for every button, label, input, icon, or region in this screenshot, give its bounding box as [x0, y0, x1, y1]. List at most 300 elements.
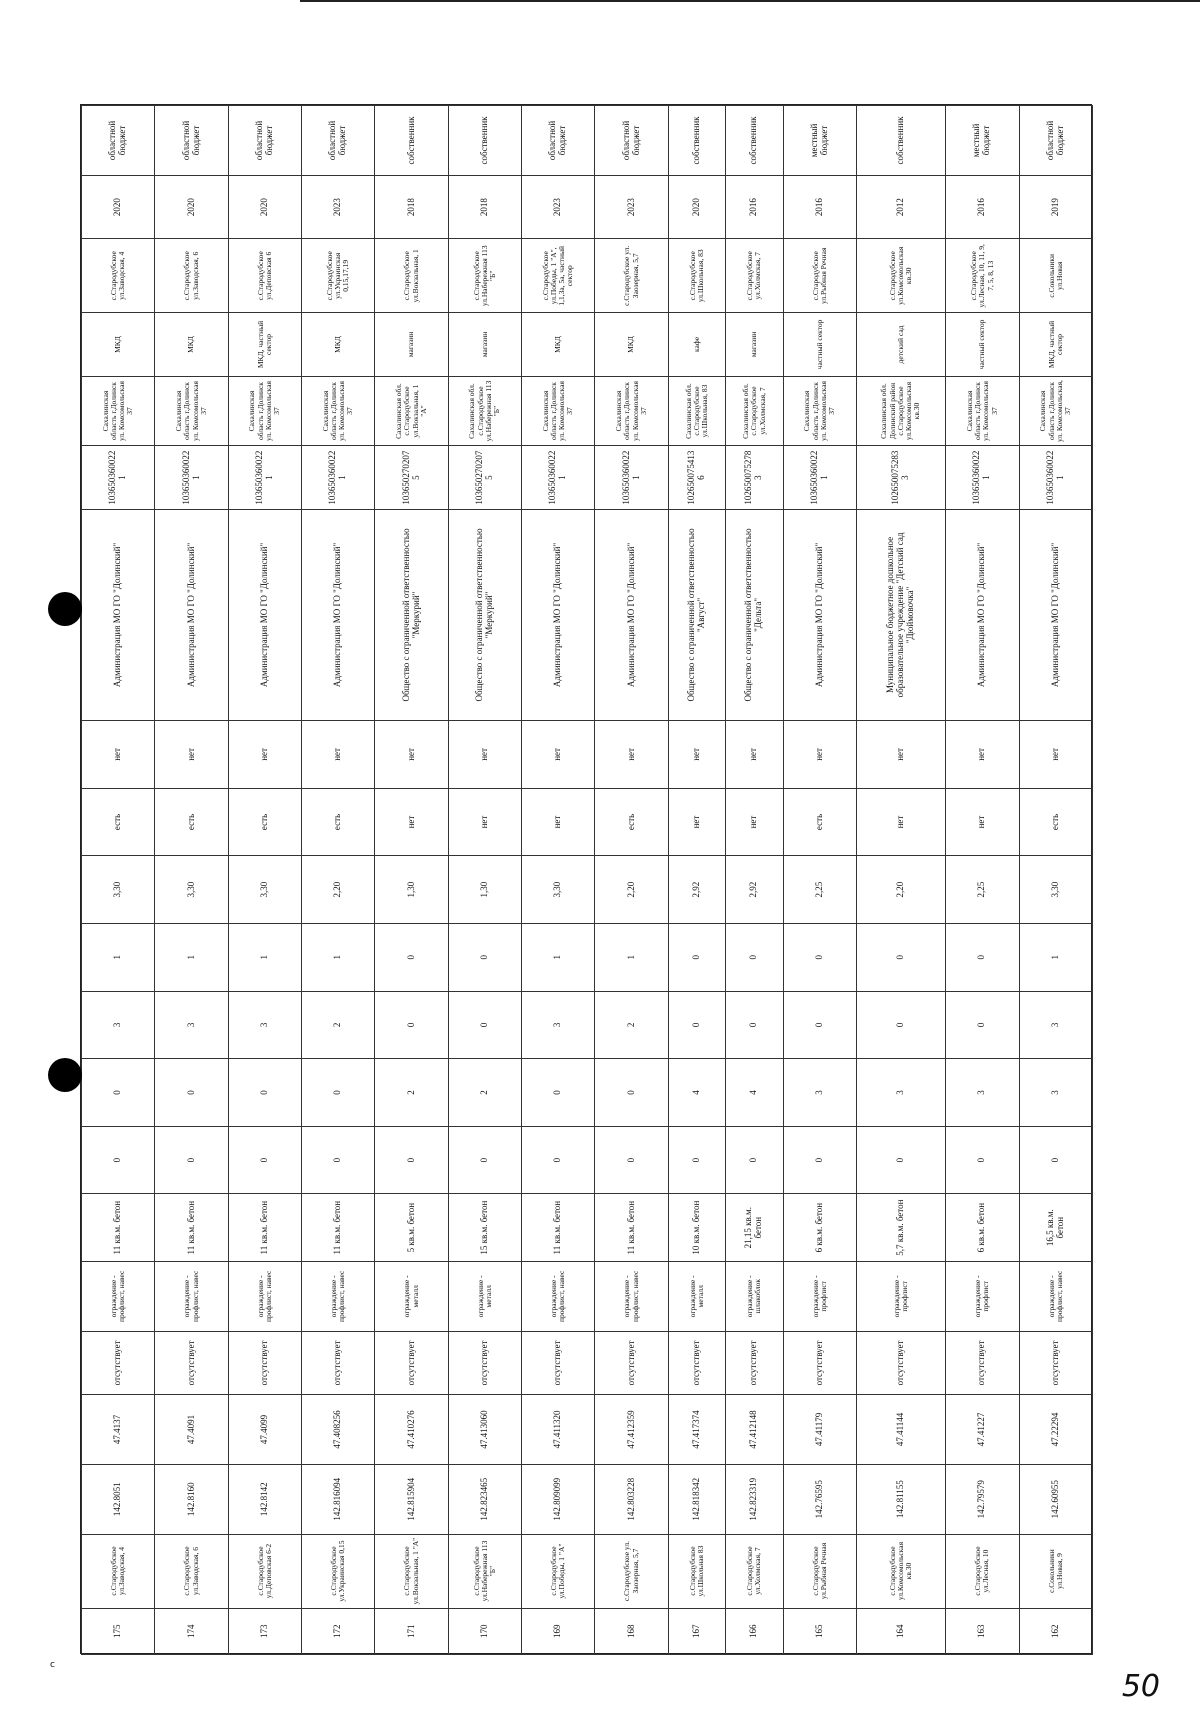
- cell-c3: 3: [155, 991, 228, 1059]
- cell-addr: с.Стародубское ул.Школьная 83: [668, 1534, 725, 1608]
- cell-addr: с.Стародубское ул.Победы, 1 "А": [522, 1534, 595, 1608]
- cell-year: 2016: [946, 175, 1019, 238]
- cell-cover: отсутствует: [228, 1331, 301, 1394]
- cell-budget: собственник: [448, 106, 521, 176]
- cell-lon: 142.8160: [155, 1464, 228, 1534]
- cell-c1: 0: [82, 1126, 155, 1194]
- cell-fence: ограждение - профлист: [783, 1261, 856, 1331]
- table-row: [946, 106, 1019, 1655]
- cell-num: 169: [522, 1608, 595, 1654]
- cell-cover: отсутствует: [946, 1331, 1019, 1394]
- table-row: [783, 106, 856, 1655]
- cell-owner: Общество с ограниченной ответственностью "Меркурий": [375, 509, 448, 720]
- cell-addr: с.Стародубское ул.Заводская, 6: [155, 1534, 228, 1608]
- cell-p2: нет: [448, 721, 521, 789]
- cell-c3: 0: [783, 991, 856, 1059]
- cell-lat: 47.410276: [375, 1395, 448, 1465]
- cell-area: 6 кв.м. бетон: [783, 1194, 856, 1262]
- cell-budget: собственник: [375, 106, 448, 176]
- cell-owner_addr: Сахалинская область г.Долинск ул. Комсомольская 37: [228, 376, 301, 446]
- cell-owner_addr: Сахалинская область г.Долинск ул. Комсомольская 37: [522, 376, 595, 446]
- cell-cover: отсутствует: [302, 1331, 375, 1394]
- cell-owner: Администрация МО ГО "Долинский": [783, 509, 856, 720]
- cell-vol: 2,92: [726, 856, 783, 924]
- cell-year: 2023: [302, 175, 375, 238]
- cell-lat: 47.412359: [595, 1395, 668, 1465]
- punch-hole-mark: [48, 1058, 82, 1092]
- cell-owner: Администрация МО ГО "Долинский": [1019, 509, 1092, 720]
- cell-p2: нет: [595, 721, 668, 789]
- cell-lat: 47.41227: [946, 1395, 1019, 1465]
- cell-year: 2018: [448, 175, 521, 238]
- cell-area: 5 кв.м. бетон: [375, 1194, 448, 1262]
- cell-fence: ограждение - профлист: [946, 1261, 1019, 1331]
- cell-inn: 1036503600221: [946, 446, 1019, 509]
- cell-vol: 2,25: [783, 856, 856, 924]
- cell-c2: 3: [856, 1059, 945, 1127]
- cell-vol: 1,30: [375, 856, 448, 924]
- cell-source: МКД: [595, 313, 668, 376]
- cell-p2: нет: [522, 721, 595, 789]
- cell-c2: 4: [726, 1059, 783, 1127]
- cell-c4: 1: [302, 923, 375, 991]
- cell-owner_addr: Сахалинская обл. с.Стародубское ул.Набережная 113 "Б": [448, 376, 521, 446]
- cell-source: детский сад: [856, 313, 945, 376]
- cell-source: МКД: [522, 313, 595, 376]
- cell-lon: 142.816094: [302, 1464, 375, 1534]
- cell-owner: Общество с ограниченной ответственностью "Дельта": [726, 509, 783, 720]
- cell-lat: 47.22294: [1019, 1395, 1092, 1465]
- cell-serve_addr: с.Стародубское ул.Комсомольская кв.30: [856, 239, 945, 313]
- table-row: [595, 106, 668, 1655]
- cell-addr: с.Стародубское ул.Рыбная Речная: [783, 1534, 856, 1608]
- cell-c1: 0: [668, 1126, 725, 1194]
- table-row: [302, 106, 375, 1655]
- cell-num: 162: [1019, 1608, 1092, 1654]
- cell-fence: ограждение - профлист: [856, 1261, 945, 1331]
- cell-fence: ограждение - металл: [668, 1261, 725, 1331]
- cell-c2: 2: [375, 1059, 448, 1127]
- cell-p1: нет: [448, 788, 521, 856]
- cell-fence: ограждение - металл: [448, 1261, 521, 1331]
- cell-source: магазин: [726, 313, 783, 376]
- cell-fence: ограждение - профлист, навес: [82, 1261, 155, 1331]
- cell-vol: 1,30: [448, 856, 521, 924]
- cell-year: 2012: [856, 175, 945, 238]
- cell-c1: 0: [522, 1126, 595, 1194]
- cell-num: 167: [668, 1608, 725, 1654]
- cell-lon: 142.81155: [856, 1464, 945, 1534]
- cell-c3: 0: [856, 991, 945, 1059]
- cell-c1: 0: [302, 1126, 375, 1194]
- cell-c1: 0: [1019, 1126, 1092, 1194]
- cell-c1: 0: [375, 1126, 448, 1194]
- cell-c2: 0: [595, 1059, 668, 1127]
- cell-year: 2020: [228, 175, 301, 238]
- cell-budget: местный бюджет: [783, 106, 856, 176]
- table-row: [726, 106, 783, 1655]
- cell-num: 163: [946, 1608, 1019, 1654]
- cell-c1: 0: [595, 1126, 668, 1194]
- waste-site-registry-table: [81, 105, 1093, 1655]
- cell-c2: 4: [668, 1059, 725, 1127]
- cell-addr: с.Стародубское ул.Вокзальная, 1 "А": [375, 1534, 448, 1608]
- cell-fence: ограждение - шлакоблок: [726, 1261, 783, 1331]
- cell-lon: 142.60955: [1019, 1464, 1092, 1534]
- cell-area: 11 кв.м. бетон: [228, 1194, 301, 1262]
- cell-p2: нет: [668, 721, 725, 789]
- cell-lon: 142.823465: [448, 1464, 521, 1534]
- cell-area: 21,15 кв.м. бетон: [726, 1194, 783, 1262]
- cell-c4: 0: [856, 923, 945, 991]
- cell-p1: нет: [375, 788, 448, 856]
- cell-inn: 1036503600221: [82, 446, 155, 509]
- cell-c4: 1: [522, 923, 595, 991]
- cell-fence: ограждение - профлист, навес: [228, 1261, 301, 1331]
- cell-serve_addr: с.Стародубское ул.Вокзальная, 1: [375, 239, 448, 313]
- registry-table-frame: [80, 104, 1092, 1654]
- cell-num: 165: [783, 1608, 856, 1654]
- cell-vol: 3,30: [82, 856, 155, 924]
- cell-budget: собственник: [856, 106, 945, 176]
- cell-num: 175: [82, 1608, 155, 1654]
- cell-c4: 0: [726, 923, 783, 991]
- cell-vol: 2,20: [595, 856, 668, 924]
- cell-budget: областной бюджет: [82, 106, 155, 176]
- cell-addr: с.Стародубское ул.Комсомольская кв.30: [856, 1534, 945, 1608]
- cell-lon: 142.8142: [228, 1464, 301, 1534]
- cell-budget: собственник: [668, 106, 725, 176]
- table-row: [375, 106, 448, 1655]
- cell-serve_addr: с.Сокольники ул.Новая: [1019, 239, 1092, 313]
- cell-c3: 3: [522, 991, 595, 1059]
- cell-p2: нет: [302, 721, 375, 789]
- cell-owner: Муниципальное бюджетное дошкольное образовательное учреждение "Детский сад "Дюймовочка": [856, 509, 945, 720]
- cell-c3: 0: [726, 991, 783, 1059]
- cell-owner: Администрация МО ГО "Долинский": [82, 509, 155, 720]
- cell-serve_addr: с.Стародубское ул.Деповская 6: [228, 239, 301, 313]
- cell-c4: 0: [375, 923, 448, 991]
- cell-p2: нет: [946, 721, 1019, 789]
- cell-serve_addr: с.Стародубское ул.Холмская, 7: [726, 239, 783, 313]
- cell-cover: отсутствует: [783, 1331, 856, 1394]
- cell-num: 170: [448, 1608, 521, 1654]
- cell-budget: областной бюджет: [595, 106, 668, 176]
- cell-year: 2020: [82, 175, 155, 238]
- cell-vol: 2,20: [302, 856, 375, 924]
- cell-num: 168: [595, 1608, 668, 1654]
- cell-num: 174: [155, 1608, 228, 1654]
- cell-p1: нет: [946, 788, 1019, 856]
- cell-c3: 0: [375, 991, 448, 1059]
- cell-serve_addr: с.Стародубское ул.Школьная, 83: [668, 239, 725, 313]
- cell-inn: 1036502702075: [375, 446, 448, 509]
- cell-c1: 0: [448, 1126, 521, 1194]
- cell-c4: 0: [783, 923, 856, 991]
- cell-vol: 2,20: [856, 856, 945, 924]
- cell-fence: ограждение - профлист, навес: [302, 1261, 375, 1331]
- cell-vol: 3,30: [228, 856, 301, 924]
- cell-inn: 1036503600221: [228, 446, 301, 509]
- cell-c4: 1: [1019, 923, 1092, 991]
- cell-fence: ограждение - профлист, навес: [1019, 1261, 1092, 1331]
- cell-c3: 2: [302, 991, 375, 1059]
- cell-addr: с.Стародубское ул.Заводская, 4: [82, 1534, 155, 1608]
- cell-lon: 142.8051: [82, 1464, 155, 1534]
- cell-year: 2020: [668, 175, 725, 238]
- cell-area: 11 кв.м. бетон: [595, 1194, 668, 1262]
- table-row: [856, 106, 945, 1655]
- cell-cover: отсутствует: [856, 1331, 945, 1394]
- cell-p2: нет: [856, 721, 945, 789]
- cell-c4: 0: [946, 923, 1019, 991]
- cell-c1: 0: [946, 1126, 1019, 1194]
- cell-area: 11 кв.м. бетон: [82, 1194, 155, 1262]
- table-row: [1019, 106, 1092, 1655]
- table-body: [82, 106, 1093, 1655]
- cell-lat: 47.408256: [302, 1395, 375, 1465]
- cell-area: 5,7 кв.м. бетон: [856, 1194, 945, 1262]
- cell-lat: 47.4137: [82, 1395, 155, 1465]
- cell-area: 16,5 кв.м. бетон: [1019, 1194, 1092, 1262]
- table-row: [228, 106, 301, 1655]
- cell-p1: нет: [726, 788, 783, 856]
- cell-c2: 0: [82, 1059, 155, 1127]
- cell-year: 2020: [155, 175, 228, 238]
- cell-vol: 2,92: [668, 856, 725, 924]
- punch-hole-mark: [48, 592, 82, 626]
- cell-serve_addr: с.Стародубское ул.Украинская 0,15,17,19: [302, 239, 375, 313]
- cell-c2: 3: [783, 1059, 856, 1127]
- cell-serve_addr: с.Стародубское ул.Рыбная Речная: [783, 239, 856, 313]
- cell-source: магазин: [448, 313, 521, 376]
- cell-addr: с.Стародубское ул.Деповская 6-2: [228, 1534, 301, 1608]
- cell-owner: Администрация МО ГО "Долинский": [302, 509, 375, 720]
- cell-p2: нет: [228, 721, 301, 789]
- cell-c3: 0: [668, 991, 725, 1059]
- cell-lat: 47.4091: [155, 1395, 228, 1465]
- cell-c1: 0: [856, 1126, 945, 1194]
- cell-source: МКД, частный сектор: [1019, 313, 1092, 376]
- cell-p1: нет: [856, 788, 945, 856]
- cell-owner: Общество с ограниченной ответственностью "Меркурий": [448, 509, 521, 720]
- cell-vol: 3,30: [1019, 856, 1092, 924]
- cell-c2: 3: [946, 1059, 1019, 1127]
- cell-year: 2016: [726, 175, 783, 238]
- cell-addr: с.Стародубское ул.Набережная 113 "Б": [448, 1534, 521, 1608]
- cell-p2: нет: [82, 721, 155, 789]
- cell-year: 2018: [375, 175, 448, 238]
- cell-num: 173: [228, 1608, 301, 1654]
- cell-c4: 0: [448, 923, 521, 991]
- cell-lon: 142.818342: [668, 1464, 725, 1534]
- cell-owner_addr: Сахалинская обл. с.Стародубское ул.Школьная, 83: [668, 376, 725, 446]
- rotated-table-wrapper: [81, 105, 1093, 1655]
- cell-inn: 1036503600221: [522, 446, 595, 509]
- cell-c2: 0: [228, 1059, 301, 1127]
- cell-addr: с.Стародубское ул.Украинская 0,15: [302, 1534, 375, 1608]
- cell-addr: с.Стародубское ул.Лесная, 10: [946, 1534, 1019, 1608]
- cell-cover: отсутствует: [448, 1331, 521, 1394]
- cell-vol: 3,30: [155, 856, 228, 924]
- cell-budget: областной бюджет: [1019, 106, 1092, 176]
- cell-vol: 3,30: [522, 856, 595, 924]
- cell-budget: местный бюджет: [946, 106, 1019, 176]
- cell-owner_addr: Сахалинская обл. Долинский район с.Стародубское ул.Комсомольская кв.30: [856, 376, 945, 446]
- cell-budget: областной бюджет: [522, 106, 595, 176]
- cell-fence: ограждение - профлист, навес: [155, 1261, 228, 1331]
- cell-lat: 47.412148: [726, 1395, 783, 1465]
- cell-owner_addr: Сахалинская область г.Долинск ул. Комсомольская, 37: [1019, 376, 1092, 446]
- table-row: [82, 106, 155, 1655]
- cell-owner: Администрация МО ГО "Долинский": [595, 509, 668, 720]
- cell-c4: 1: [82, 923, 155, 991]
- cell-c2: 0: [302, 1059, 375, 1127]
- cell-owner: Администрация МО ГО "Долинский": [522, 509, 595, 720]
- cell-owner_addr: Сахалинская обл. с.Стародубское ул.Холмская, 7: [726, 376, 783, 446]
- cell-owner: Общество с ограниченной ответственностью "Август": [668, 509, 725, 720]
- cell-p1: есть: [1019, 788, 1092, 856]
- cell-year: 2023: [595, 175, 668, 238]
- cell-serve_addr: с.Стародубское ул. Заозерная, 5,7: [595, 239, 668, 313]
- cell-c3: 3: [1019, 991, 1092, 1059]
- cell-owner: Администрация МО ГО "Долинский": [228, 509, 301, 720]
- cell-owner_addr: Сахалинская область г.Долинск ул. Комсомольская 37: [155, 376, 228, 446]
- cell-p1: есть: [155, 788, 228, 856]
- cell-p2: нет: [155, 721, 228, 789]
- cell-lon: 142.803228: [595, 1464, 668, 1534]
- cell-owner: Администрация МО ГО "Долинский": [155, 509, 228, 720]
- cell-vol: 2,25: [946, 856, 1019, 924]
- cell-owner: Администрация МО ГО "Долинский": [946, 509, 1019, 720]
- cell-source: частный сектор: [783, 313, 856, 376]
- cell-owner_addr: Сахалинская область г.Долинск ул. Комсомольская 37: [595, 376, 668, 446]
- cell-num: 171: [375, 1608, 448, 1654]
- cell-inn: 1036503600221: [302, 446, 375, 509]
- cell-inn: 1026500754136: [668, 446, 725, 509]
- cell-lon: 142.76595: [783, 1464, 856, 1534]
- cell-year: 2019: [1019, 175, 1092, 238]
- cell-source: кафе: [668, 313, 725, 376]
- cell-p2: нет: [1019, 721, 1092, 789]
- cell-c4: 1: [595, 923, 668, 991]
- cell-year: 2023: [522, 175, 595, 238]
- cell-source: МКД, частный сектор: [228, 313, 301, 376]
- cell-cover: отсутствует: [595, 1331, 668, 1394]
- cell-c3: 2: [595, 991, 668, 1059]
- cell-owner_addr: Сахалинская область г.Долинск ул. Комсомольская 37: [82, 376, 155, 446]
- cell-c1: 0: [726, 1126, 783, 1194]
- cell-source: частный сектор: [946, 313, 1019, 376]
- cell-inn: 1036502702075: [448, 446, 521, 509]
- cell-lat: 47.41179: [783, 1395, 856, 1465]
- table-row: [522, 106, 595, 1655]
- cell-fence: ограждение - металл: [375, 1261, 448, 1331]
- cell-cover: отсутствует: [522, 1331, 595, 1394]
- cell-addr: с.Стародубское ул.Холмская, 7: [726, 1534, 783, 1608]
- cell-owner_addr: Сахалинская область г.Долинск ул. Комсомольская 37: [946, 376, 1019, 446]
- cell-cover: отсутствует: [726, 1331, 783, 1394]
- cell-serve_addr: с.Стародубское ул.Победы, 1 "А", 1,1,3а, 5а, частный сектор: [522, 239, 595, 313]
- cell-lat: 47.417374: [668, 1395, 725, 1465]
- cell-lon: 142.79579: [946, 1464, 1019, 1534]
- cell-addr: с.Стародубское ул. Заозерная, 5,7: [595, 1534, 668, 1608]
- cell-p1: есть: [82, 788, 155, 856]
- cell-num: 164: [856, 1608, 945, 1654]
- cell-addr: с.Сокольники ул.Новая, 9: [1019, 1534, 1092, 1608]
- cell-inn: 1036503600221: [783, 446, 856, 509]
- cell-serve_addr: с.Стародубское ул.Лесная, 10, 11, 9, 7, 5, 8, 13: [946, 239, 1019, 313]
- cell-p1: есть: [783, 788, 856, 856]
- cell-area: 15 кв.м. бетон: [448, 1194, 521, 1262]
- cell-inn: 1026500752783: [726, 446, 783, 509]
- cell-c3: 0: [946, 991, 1019, 1059]
- cell-p1: есть: [228, 788, 301, 856]
- cell-inn: 1036503600221: [595, 446, 668, 509]
- top-border-line: [300, 0, 1200, 2]
- cell-lon: 142.809099: [522, 1464, 595, 1534]
- cell-owner_addr: Сахалинская обл. с.Стародубское ул.Вокзальная, 1 "А": [375, 376, 448, 446]
- cell-year: 2016: [783, 175, 856, 238]
- cell-c3: 3: [228, 991, 301, 1059]
- cell-c4: 1: [155, 923, 228, 991]
- cell-owner_addr: Сахалинская область г.Долинск ул. Комсомольская 37: [302, 376, 375, 446]
- cell-p1: нет: [522, 788, 595, 856]
- table-row: [668, 106, 725, 1655]
- cell-fence: ограждение - профлист, навес: [522, 1261, 595, 1331]
- cell-c4: 1: [228, 923, 301, 991]
- cell-lat: 47.413060: [448, 1395, 521, 1465]
- cell-p1: есть: [595, 788, 668, 856]
- cell-num: 166: [726, 1608, 783, 1654]
- cell-lat: 47.4099: [228, 1395, 301, 1465]
- cell-lat: 47.411320: [522, 1395, 595, 1465]
- cell-serve_addr: с.Стародубское ул.Заводская, 4: [82, 239, 155, 313]
- cell-p1: есть: [302, 788, 375, 856]
- cell-lon: 142.815904: [375, 1464, 448, 1534]
- footer-mark: c: [50, 1660, 55, 1670]
- cell-cover: отсутствует: [375, 1331, 448, 1394]
- cell-cover: отсутствует: [1019, 1331, 1092, 1394]
- cell-cover: отсутствует: [155, 1331, 228, 1394]
- cell-area: 11 кв.м. бетон: [155, 1194, 228, 1262]
- cell-area: 10 кв.м. бетон: [668, 1194, 725, 1262]
- cell-owner_addr: Сахалинская область г.Долинск ул. Комсомольская 37: [783, 376, 856, 446]
- cell-c1: 0: [783, 1126, 856, 1194]
- cell-inn: 1026500752833: [856, 446, 945, 509]
- cell-num: 172: [302, 1608, 375, 1654]
- table-row: [448, 106, 521, 1655]
- cell-inn: 1036503600221: [1019, 446, 1092, 509]
- cell-budget: областной бюджет: [155, 106, 228, 176]
- cell-serve_addr: с.Стародубское ул.Заводская, 6: [155, 239, 228, 313]
- cell-lon: 142.823319: [726, 1464, 783, 1534]
- cell-fence: ограждение - профлист, навес: [595, 1261, 668, 1331]
- cell-p1: нет: [668, 788, 725, 856]
- page-number: 50: [1121, 1669, 1160, 1704]
- cell-c2: 2: [448, 1059, 521, 1127]
- cell-p2: нет: [726, 721, 783, 789]
- cell-c2: 3: [1019, 1059, 1092, 1127]
- cell-inn: 1036503600221: [155, 446, 228, 509]
- cell-cover: отсутствует: [668, 1331, 725, 1394]
- cell-c3: 3: [82, 991, 155, 1059]
- cell-source: МКД: [155, 313, 228, 376]
- cell-area: 6 кв.м. бетон: [946, 1194, 1019, 1262]
- cell-budget: областной бюджет: [302, 106, 375, 176]
- cell-lat: 47.41144: [856, 1395, 945, 1465]
- cell-budget: собственник: [726, 106, 783, 176]
